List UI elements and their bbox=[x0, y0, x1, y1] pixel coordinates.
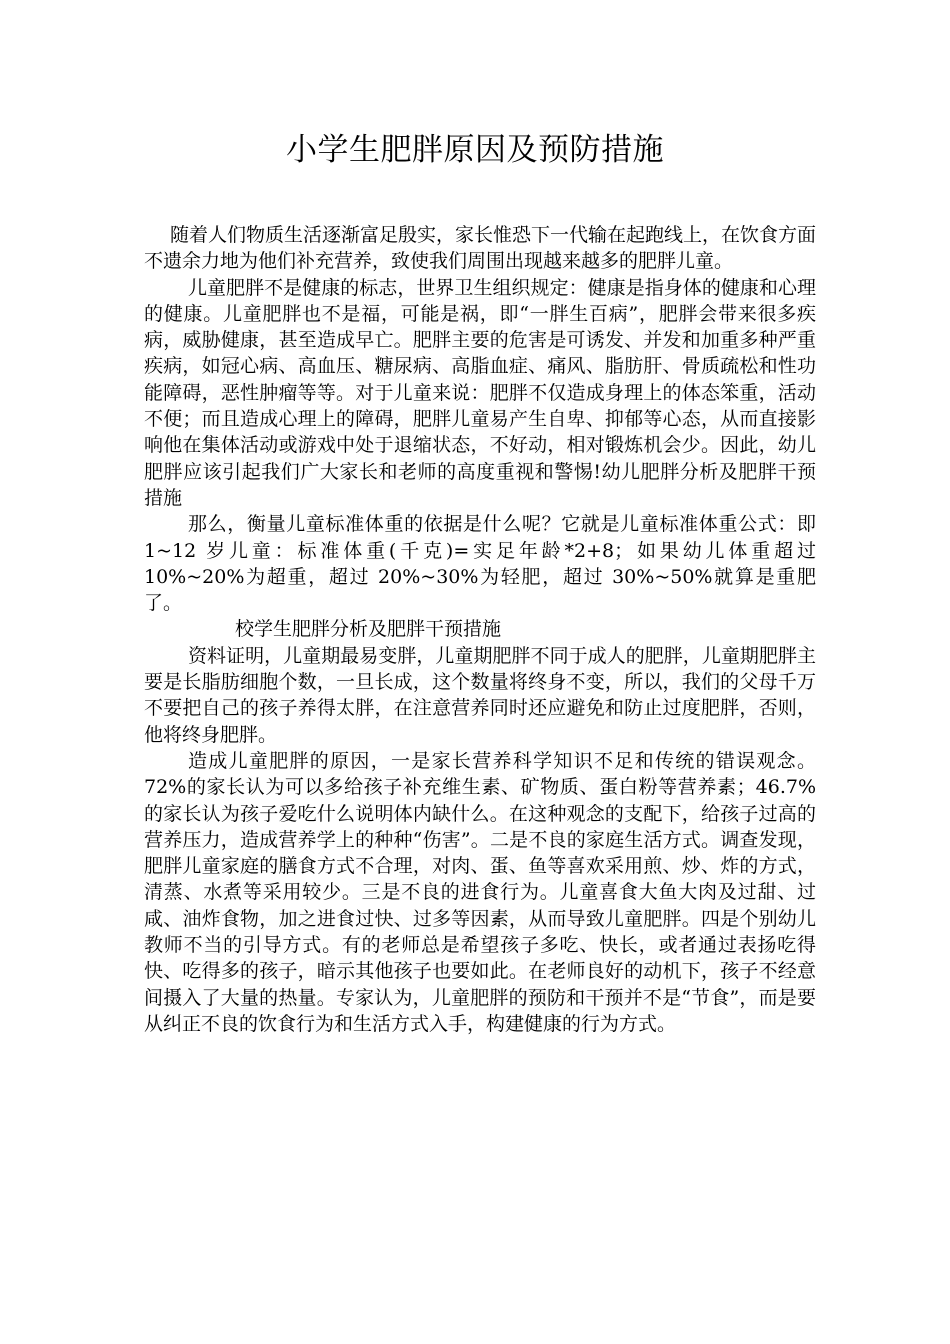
document-body bbox=[144, 222, 816, 1037]
section-subheading: 校学生肥胖分析及肥胖干预措施 bbox=[235, 618, 502, 641]
paragraph: 资料证明，儿童期最易变胖，儿童期肥胖不同于成人的肥胖，儿童期肥胖主要是长脂肪细胞个数，一旦长成，这个数量将终身不变，所以，我们的父母千万不要把自己的孩子养得太胖，在注意营养同时还应避免和防止过度肥胖，否则，他将终身肥胖。 bbox=[144, 644, 816, 746]
paragraph: 儿童肥胖不是健康的标志，世界卫生组织规定：健康是指身体的健康和心理的健康。儿童肥胖也不是福，可能是祸，即“一胖生百病”，肥胖会带来很多疾病，威胁健康，甚至造成早亡。肥胖主要的危害是可诱发、并发和加重多种严重疾病，如冠心病、高血压、糖尿病、高脂血症、痛风、脂肪肝、骨质疏松和性功能障碍，恶性肿瘤等等。对于儿童来说：肥胖不仅造成身理上的体态笨重，活动不便；而且造成心理上的障碍，肥胖儿童易产生自卑、抑郁等心态，从而直接影响他在集体活动或游戏中处于退缩状态，不好动，相对锻炼机会少。因此，幼儿肥胖应该引起我们广大家长和老师的高度重视和警惕!幼儿肥胖分析及肥胖干预措施 bbox=[144, 276, 816, 509]
document-title: 小学生肥胖原因及预防措施 bbox=[286, 132, 664, 168]
paragraph: 造成儿童肥胖的原因，一是家长营养科学知识不足和传统的错误观念。72%的家长认为可以多给孩子补充维生素、矿物质、蛋白粉等营养素；46.7%的家长认为孩子爱吃什么说明体内缺什么。在这种观念的支配下，给孩子过高的营养压力，造成营养学上的种种“伤害”。二是不良的家庭生活方式。调查发现，肥胖儿童家庭的膳食方式不合理，对肉、蛋、鱼等喜欢采用煎、炒、炸的方式，清蒸、水煮等采用较少。三是不良的进食行为。儿童喜食大鱼大肉及过甜、过咸、油炸食物，加之进食过快、过多等因素，从而导致儿童肥胖。四是个别幼儿教师不当的引导方式。有的老师总是希望孩子多吃、快长，或者通过表扬吃得快、吃得多的孩子，暗示其他孩子也要如此。在老师良好的动机下，孩子不经意间摄入了大量的热量。专家认为，儿童肥胖的预防和干预并不是“节食”，而是要从纠正不良的饮食行为和生活方式入手，构建健康的行为方式。 bbox=[144, 749, 816, 1035]
paragraph: 那么，衡量儿童标准体重的依据是什么呢？它就是儿童标准体重公式：即 1~12 岁儿童：标准体重(千克)=实足年龄*2+8；如果幼儿体重超过 10%~20%为超重，超过 20%~30%为轻肥，超过 30%~50%就算是重肥了。 bbox=[144, 513, 816, 615]
paragraph: 随着人们物质生活逐渐富足殷实，家长惟恐下一代输在起跑线上，在饮食方面不遗余力地为他们补充营养，致使我们周围出现越来越多的肥胖儿童。 bbox=[144, 224, 817, 273]
